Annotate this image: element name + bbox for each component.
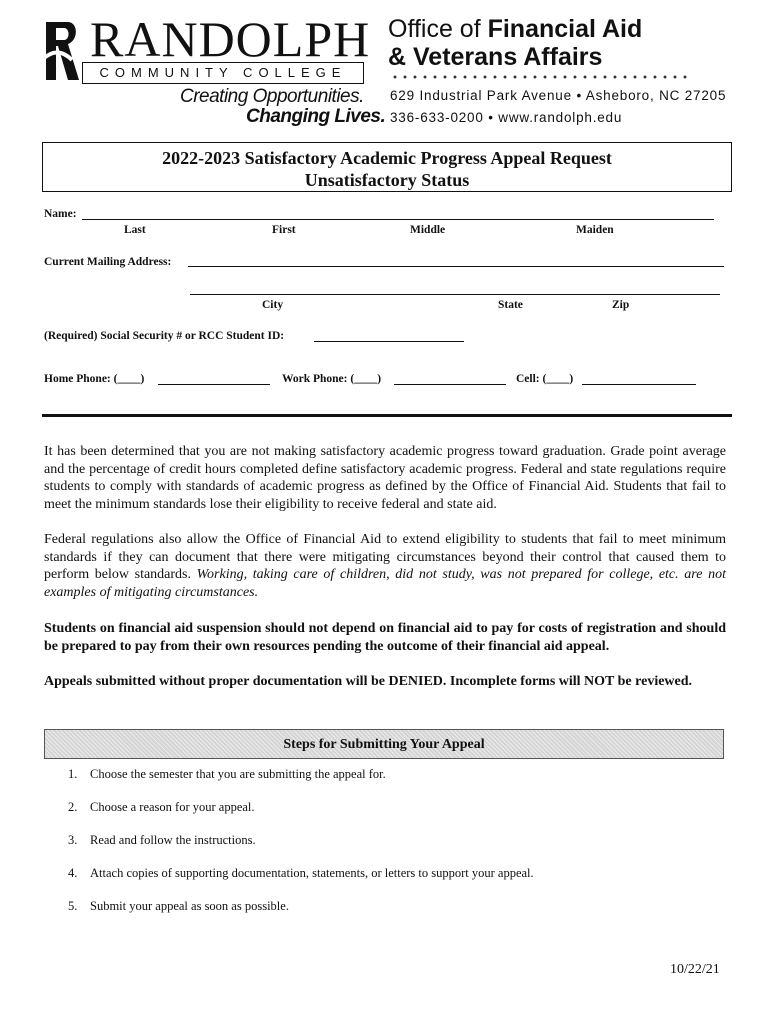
office-title-line-2: & Veterans Affairs [388, 43, 603, 71]
college-name: RANDOLPH [90, 11, 371, 67]
office-title-line-1 [388, 14, 642, 44]
address-city-caption: City [262, 299, 284, 311]
step-item [68, 833, 256, 848]
paragraph-2-main-text: Federal regulations also allow the Office of Financial Aid to extend eligibility to students that fail to meet minimum standards if they can document that there were mitigating circumstances beyond their control that caused them to perform below standards. [44, 532, 726, 582]
step-text: Read and follow the instructions. [90, 833, 256, 847]
step-item [68, 767, 386, 782]
address-zip-caption: Zip [612, 299, 630, 311]
financial-aid-text: Financial Aid [487, 15, 643, 43]
home-phone-field[interactable] [158, 384, 270, 385]
address-field-line-1[interactable] [188, 266, 724, 267]
step-text: Attach copies of supporting documentation, statements, or letters to support your appeal. [90, 866, 534, 880]
title-line-1: 2022-2023 Satisfactory Academic Progress Appeal Request [162, 148, 612, 168]
step-text: Choose the semester that you are submitting the appeal for. [90, 767, 386, 781]
paragraph-sap-definition: It has been determined that you are not making satisfactory academic progress toward graduation. Grade point average and the percentage of credit hours completed define satisfactory academic progress. Federal and state regulations require students to comply with standards of academic progress as defined by the Office of Financial Aid. Students that fail to meet the minimum standards lose their eligibility to receive federal and state aid. [44, 444, 726, 512]
step-number: 1. [68, 767, 78, 781]
step-text: Submit your appeal as soon as possible. [90, 899, 289, 913]
cell-phone-field[interactable] [582, 384, 696, 385]
college-subtitle: COMMUNITY COLLEGE [82, 62, 364, 84]
work-phone-field[interactable] [394, 384, 506, 385]
address-field-line-2[interactable] [190, 294, 720, 295]
office-address: 629 Industrial Park Avenue • Asheboro, NC 27205 [390, 88, 727, 103]
step-number: 3. [68, 833, 78, 847]
dotted-divider [390, 74, 690, 80]
revision-date: 10/22/21 [670, 962, 720, 977]
name-label: Name: [44, 208, 77, 220]
address-state-caption: State [498, 299, 523, 311]
name-first-caption: First [272, 224, 296, 236]
document-title [42, 142, 732, 192]
ssn-label: (Required) Social Security # or RCC Student ID: [44, 330, 285, 342]
step-number: 2. [68, 800, 78, 814]
step-item [68, 866, 534, 881]
ssn-field[interactable] [314, 341, 464, 342]
home-phone-label: Home Phone: (____) [44, 373, 145, 385]
tagline-1: Creating Opportunities. [180, 86, 364, 107]
section-divider [42, 414, 732, 417]
step-item [68, 800, 255, 815]
step-number: 4. [68, 866, 78, 880]
randolph-r-logo-icon [42, 20, 80, 82]
name-middle-caption: Middle [410, 224, 446, 236]
office-phone-web: 336-633-0200 • www.randolph.edu [390, 110, 623, 125]
paragraph-mitigating-circumstances [44, 531, 726, 601]
address-label: Current Mailing Address: [44, 256, 172, 268]
step-number: 5. [68, 899, 78, 913]
step-item [68, 899, 289, 914]
steps-header: Steps for Submitting Your Appeal [44, 729, 724, 759]
name-last-caption: Last [124, 224, 146, 236]
paragraph-documentation-warning: Appeals submitted without proper documentation will be DENIED. Incomplete forms will NOT be reviewed. [44, 674, 693, 689]
title-line-2: Unsatisfactory Status [304, 170, 470, 190]
step-text: Choose a reason for your appeal. [90, 800, 255, 814]
name-maiden-caption: Maiden [576, 224, 614, 236]
paragraph-2-italic-text: Working, taking care of children, did not study, was not prepared for college, etc. are not examples of mitigating circumstances. [44, 567, 726, 600]
paragraph-suspension-warning: Students on financial aid suspension should not depend on financial aid to pay for costs of registration and should be prepared to pay from their own resources pending the outcome of their financial aid appeal. [44, 621, 726, 654]
cell-phone-label: Cell: (____) [516, 373, 574, 385]
name-field[interactable] [82, 219, 714, 220]
tagline-2: Changing Lives. [246, 106, 386, 127]
work-phone-label: Work Phone: (____) [282, 373, 382, 385]
office-of-text: Office of [388, 15, 481, 43]
